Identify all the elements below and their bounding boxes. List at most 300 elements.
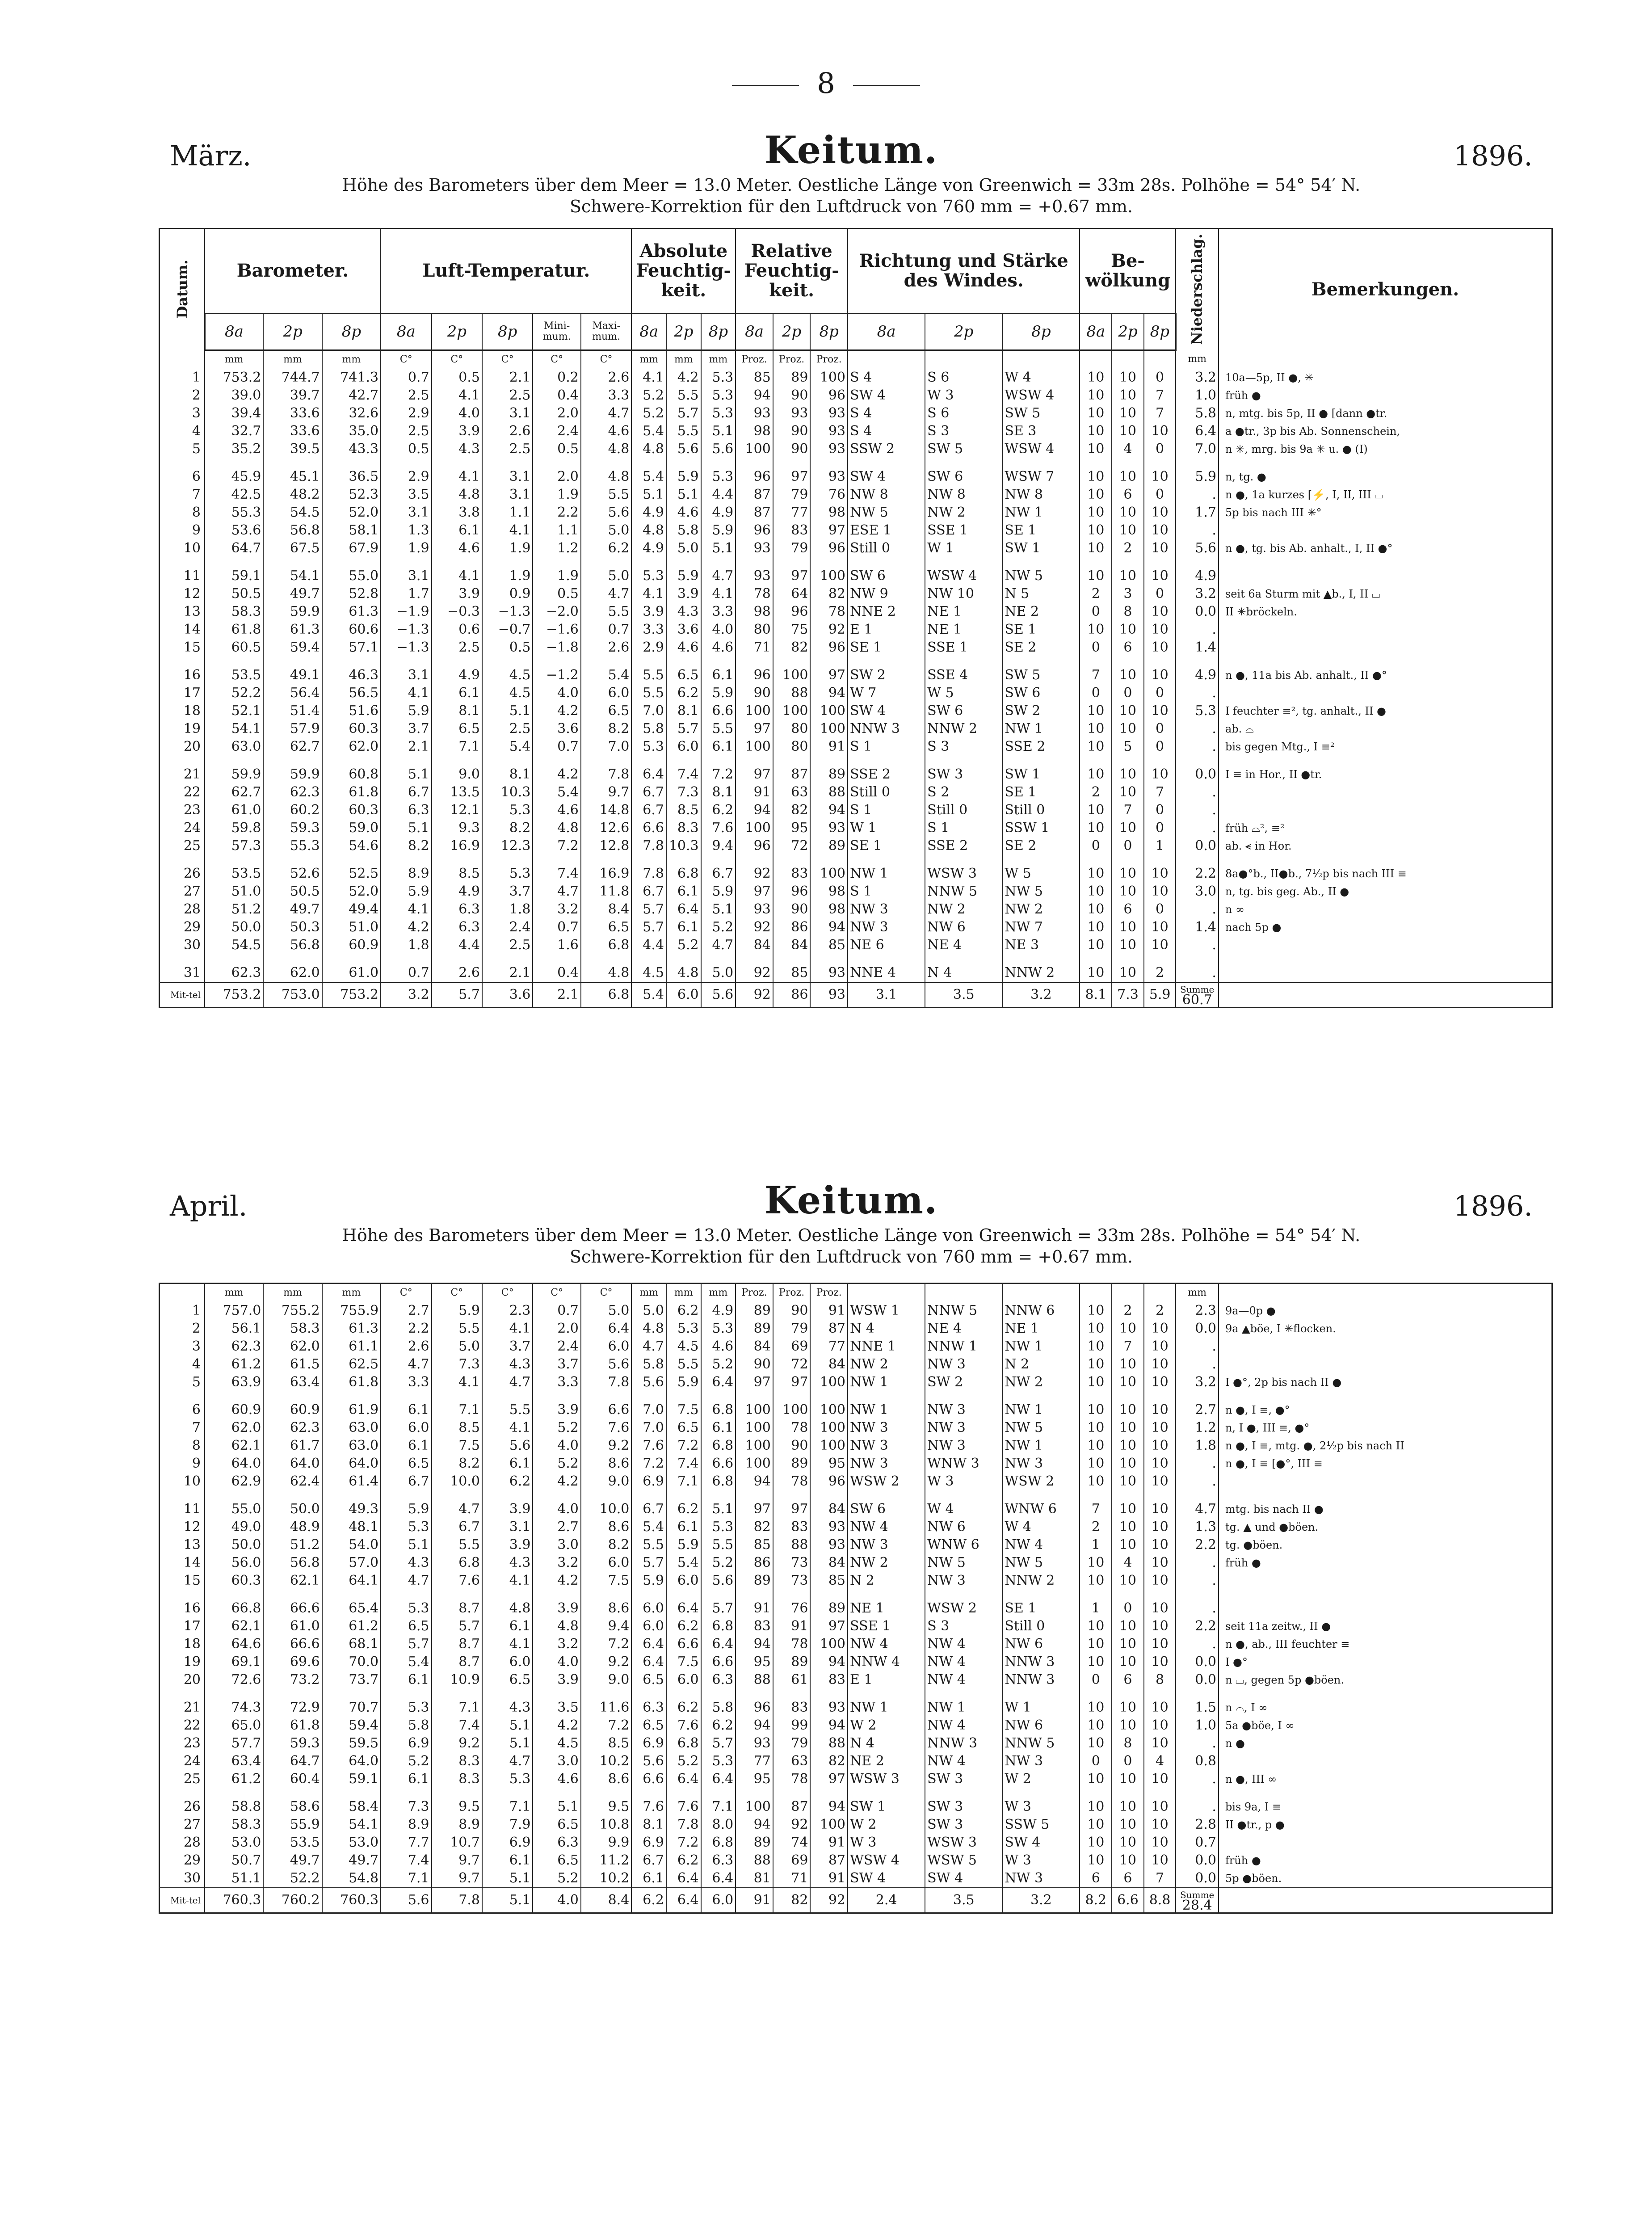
day-cell: 27 [160, 883, 205, 901]
rel-8a-cell: 100 [736, 1437, 773, 1455]
table-row [160, 539, 1552, 557]
rel-8p-cell: 94 [810, 1717, 848, 1734]
day-cell: 7 [160, 1419, 205, 1437]
wind-2p-cell: SSE 2 [925, 837, 1002, 855]
abs-8p-cell: 6.1 [701, 666, 736, 684]
cloud-2p-cell: 6 [1112, 486, 1144, 504]
cloud-2p-cell: 4 [1112, 1554, 1144, 1572]
temp-8p-cell: 2.3 [482, 1302, 533, 1320]
cloud-8a-cell: 10 [1080, 1338, 1112, 1355]
wind-8p-cell: NW 1 [1002, 720, 1080, 738]
wind-8p-cell: NW 2 [1002, 1373, 1080, 1391]
gap-cell [1080, 557, 1112, 567]
cloud-2p-cell: 10 [1112, 1455, 1144, 1473]
wind-8a-cell: NNE 1 [848, 1338, 925, 1355]
temp-max-cell: 11.2 [581, 1852, 631, 1869]
wind-2p-cell: SW 3 [925, 1816, 1002, 1834]
gap-cell [701, 855, 736, 865]
abs-8p-cell: 5.8 [701, 1699, 736, 1717]
rel-8p-cell: 82 [810, 1752, 848, 1770]
gap-cell [482, 1689, 533, 1699]
temp-8p-cell: 7.9 [482, 1816, 533, 1834]
precipitation-cell: 6.4 [1176, 422, 1219, 440]
wind-8p-cell: NW 6 [1002, 1717, 1080, 1734]
remarks-cell [1219, 684, 1552, 702]
gap-cell [381, 1788, 431, 1798]
wind-2p-cell: SSE 1 [925, 522, 1002, 539]
precipitation-cell: . [1176, 901, 1219, 918]
temp-max-cell: 5.5 [581, 603, 632, 621]
gap-cell [1112, 557, 1144, 567]
gap-cell [322, 1689, 381, 1699]
baro-8a-cell: 55.0 [205, 1500, 263, 1518]
temp-8a-cell: 4.1 [381, 901, 431, 918]
unit-cell: C° [581, 350, 632, 369]
rel-8p-cell: 96 [810, 1473, 848, 1490]
wind-8a-cell: N 2 [848, 1572, 925, 1590]
baro-2p-cell: 56.8 [263, 1554, 322, 1572]
baro-8a-cell: 62.1 [205, 1617, 263, 1635]
rel-8p-cell: 76 [810, 486, 848, 504]
gap-cell [1176, 855, 1219, 865]
abs-2p-cell: 5.4 [666, 1554, 701, 1572]
gap-cell [322, 657, 381, 666]
precipitation-cell: . [1176, 1473, 1219, 1490]
cloud-8a-cell: 10 [1080, 1717, 1112, 1734]
rel-2p-cell: 83 [773, 865, 811, 883]
precipitation-cell: 3.2 [1176, 1373, 1219, 1391]
baro-8p-cell: 54.6 [322, 837, 381, 855]
cloud-8a-cell: 10 [1080, 1355, 1112, 1373]
cloud-2p-cell: 10 [1112, 1401, 1144, 1419]
baro-8p-cell: 73.7 [322, 1671, 381, 1689]
table-row [160, 585, 1552, 603]
baro-2p-cell: 60.4 [263, 1770, 322, 1788]
baro-8p-cell: 70.0 [322, 1653, 381, 1671]
rel-8p-cell: 100 [810, 1401, 848, 1419]
day-cell: 8 [160, 504, 205, 522]
gap-cell [1080, 1391, 1112, 1401]
wind-2p-cell: NNW 1 [925, 1338, 1002, 1355]
cloud-8p-cell: 10 [1144, 1473, 1176, 1490]
gap-cell [160, 1689, 205, 1699]
temp-8p-cell: 4.8 [482, 1600, 533, 1617]
temp-max-cell: 6.0 [581, 684, 632, 702]
cloud-2p-cell: 10 [1112, 422, 1144, 440]
abs-8p-cell: 6.8 [701, 1617, 736, 1635]
mean-value: 753.2 [205, 982, 263, 1008]
station-elevation-line: Höhe des Barometers über dem Meer = 13.0 Meter. Oestliche Länge von Greenwich = 33m 28s. Polhöhe = 54° 54′ N. [342, 1225, 1361, 1245]
temp-max-cell: 8.2 [581, 1536, 631, 1554]
abs-8p-cell: 5.5 [701, 720, 736, 738]
gap-cell [1219, 557, 1552, 567]
temp-8p-cell: 6.2 [482, 1473, 533, 1490]
baro-2p-cell: 62.7 [263, 738, 322, 756]
cloud-2p-cell: 10 [1112, 522, 1144, 539]
gap-cell [160, 1490, 205, 1500]
temp-8a-cell: 6.3 [381, 801, 431, 819]
abs-8p-cell: 8.0 [701, 1816, 736, 1834]
remarks-cell [1219, 964, 1552, 982]
abs-8a-cell: 6.7 [631, 801, 666, 819]
gap-cell [581, 657, 632, 666]
baro-8a-cell: 63.9 [205, 1373, 263, 1391]
sub-8a: 8a [631, 313, 666, 350]
gap-cell [1176, 1590, 1219, 1600]
day-cell: 6 [160, 468, 205, 486]
precipitation-cell: 0.7 [1176, 1834, 1219, 1852]
baro-8p-cell: 52.3 [322, 486, 381, 504]
abs-8a-cell: 5.8 [631, 720, 666, 738]
baro-8a-cell: 62.1 [205, 1437, 263, 1455]
rel-2p-cell: 82 [773, 801, 811, 819]
wind-8p-cell: NW 2 [1002, 901, 1080, 918]
wind-8a-cell: N 4 [848, 1320, 925, 1338]
table-row [160, 1302, 1552, 1320]
cloud-2p-cell: 10 [1112, 621, 1144, 639]
cloud-8p-cell: 10 [1144, 1536, 1176, 1554]
wind-8a-cell: NW 4 [848, 1635, 925, 1653]
rel-8p-cell: 84 [810, 1500, 848, 1518]
baro-8p-cell: 61.0 [322, 964, 381, 982]
gap-cell [925, 458, 1002, 468]
table-row [160, 1717, 1552, 1734]
gap-cell [322, 458, 381, 468]
wind-2p-cell: NE 1 [925, 603, 1002, 621]
rel-8p-cell: 93 [810, 1518, 848, 1536]
day-cell: 8 [160, 1437, 205, 1455]
wind-8p-cell: NE 1 [1002, 1320, 1080, 1338]
abs-8a-cell: 4.8 [631, 522, 666, 539]
temp-min-cell: 7.4 [533, 865, 580, 883]
abs-8p-cell: 5.3 [701, 1752, 736, 1770]
gap-cell [533, 1391, 580, 1401]
day-cell: 28 [160, 901, 205, 918]
wind-8p-cell: SE 2 [1002, 837, 1080, 855]
wind-2p-cell: NNW 5 [925, 883, 1002, 901]
sub-8a: 8a [736, 313, 773, 350]
temp-8p-cell: 12.3 [482, 837, 533, 855]
remarks-cell: II ●tr., p ● [1219, 1816, 1552, 1834]
unit-cell [925, 350, 1002, 369]
cloud-2p-cell: 10 [1112, 1635, 1144, 1653]
gap-cell [205, 855, 263, 865]
rel-2p-cell: 78 [773, 1419, 811, 1437]
gap-cell [925, 756, 1002, 766]
temp-8p-cell: 4.5 [482, 684, 533, 702]
rel-8p-cell: 91 [810, 1869, 848, 1888]
precipitation-cell: . [1176, 1572, 1219, 1590]
wind-2p-cell: NW 2 [925, 504, 1002, 522]
baro-2p-cell: 66.6 [263, 1600, 322, 1617]
gap-cell [666, 756, 701, 766]
gap-cell [533, 954, 580, 964]
rel-8p-cell: 85 [810, 1572, 848, 1590]
cloud-8p-cell: 10 [1144, 1355, 1176, 1373]
temp-max-cell: 3.3 [581, 387, 632, 404]
rel-2p-cell: 100 [773, 666, 811, 684]
table-row [160, 387, 1552, 404]
mean-value: 3.5 [925, 982, 1002, 1008]
temp-2p-cell: 5.9 [432, 1302, 482, 1320]
precipitation-cell: . [1176, 486, 1219, 504]
wind-2p-cell: SW 3 [925, 1770, 1002, 1788]
cloud-8p-cell: 0 [1144, 440, 1176, 458]
baro-2p-cell: 72.9 [263, 1699, 322, 1717]
cloud-8a-cell: 10 [1080, 1852, 1112, 1869]
baro-8p-cell: 49.3 [322, 1500, 381, 1518]
cloud-8a-cell: 10 [1080, 404, 1112, 422]
gap-cell [205, 1590, 263, 1600]
remarks-cell: n ∞ [1219, 901, 1552, 918]
month-title: April. [170, 1190, 248, 1222]
wind-8p-cell: WSW 4 [1002, 387, 1080, 404]
gap-cell [925, 1788, 1002, 1798]
remarks-cell: 5p ●böen. [1219, 1869, 1552, 1888]
gap-cell [322, 1490, 381, 1500]
rel-8a-cell: 93 [736, 1734, 773, 1752]
wind-8a-cell: W 7 [848, 684, 925, 702]
temp-8a-cell: 4.3 [381, 1554, 431, 1572]
gap-cell [1219, 1391, 1552, 1401]
temp-min-cell: 0.7 [533, 918, 580, 936]
cloud-8p-cell: 0 [1144, 801, 1176, 819]
rel-2p-cell: 69 [773, 1852, 811, 1869]
temp-max-cell: 16.9 [581, 865, 632, 883]
gap-cell [810, 954, 848, 964]
table-row [160, 1600, 1552, 1617]
wind-2p-cell: S 6 [925, 404, 1002, 422]
cloud-8a-cell: 10 [1080, 936, 1112, 954]
day-cell: 29 [160, 918, 205, 936]
wind-8p-cell: SSW 1 [1002, 819, 1080, 837]
precipitation-cell: 2.3 [1176, 1302, 1219, 1320]
baro-8p-cell: 32.6 [322, 404, 381, 422]
gap-cell [160, 855, 205, 865]
table-row [160, 901, 1552, 918]
gap-cell [160, 657, 205, 666]
gap-cell [1144, 458, 1176, 468]
wind-8p-cell: NW 5 [1002, 883, 1080, 901]
wind-8p-cell: NW 5 [1002, 1554, 1080, 1572]
precipitation-cell: . [1176, 801, 1219, 819]
temp-2p-cell: 4.7 [432, 1500, 482, 1518]
temp-8p-cell: 0.5 [482, 639, 533, 657]
precipitation-cell: . [1176, 1770, 1219, 1788]
gap-cell [322, 557, 381, 567]
precipitation-cell: 0.0 [1176, 1869, 1219, 1888]
temp-2p-cell: 3.9 [432, 422, 482, 440]
remarks-cell [1219, 567, 1552, 585]
rel-2p-cell: 91 [773, 1617, 811, 1635]
wind-8a-cell: NW 5 [848, 504, 925, 522]
abs-8p-cell: 6.8 [701, 1473, 736, 1490]
row-group-gap [160, 657, 1552, 666]
temp-8a-cell: 0.7 [381, 964, 431, 982]
rel-8p-cell: 97 [810, 1617, 848, 1635]
temp-min-cell: −1.8 [533, 639, 580, 657]
wind-8a-cell: NW 1 [848, 865, 925, 883]
temp-max-cell: 2.6 [581, 369, 632, 387]
gap-cell [773, 657, 811, 666]
gap-cell [666, 657, 701, 666]
baro-2p-cell: 51.4 [263, 702, 322, 720]
rel-8p-cell: 89 [810, 766, 848, 783]
temp-2p-cell: 6.1 [432, 522, 482, 539]
temp-max-cell: 10.0 [581, 1500, 631, 1518]
remarks-cell: n, mtg. bis 5p, II ● [dann ●tr. [1219, 404, 1552, 422]
cloud-2p-cell: 10 [1112, 369, 1144, 387]
sub-2p: 2p [925, 313, 1002, 350]
sub-8p: 8p [482, 313, 533, 350]
mean-value: 8.1 [1080, 982, 1112, 1008]
station-metadata [170, 174, 1533, 217]
temp-8p-cell: 5.4 [482, 738, 533, 756]
precipitation-cell: 1.0 [1176, 1717, 1219, 1734]
rel-2p-cell: 97 [773, 468, 811, 486]
precipitation-cell: 2.2 [1176, 1617, 1219, 1635]
total-value: 60.7 [1182, 992, 1212, 1008]
gap-cell [1176, 756, 1219, 766]
sub-2p: 2p [432, 313, 482, 350]
baro-8a-cell: 60.3 [205, 1572, 263, 1590]
wind-8a-cell: W 2 [848, 1717, 925, 1734]
gap-cell [1219, 657, 1552, 666]
abs-2p-cell: 6.5 [666, 666, 701, 684]
table-row [160, 440, 1552, 458]
rel-8a-cell: 90 [736, 684, 773, 702]
rel-8a-cell: 89 [736, 1320, 773, 1338]
day-cell: 15 [160, 639, 205, 657]
col-barometer: Barometer. [205, 228, 381, 313]
gap-cell [1176, 657, 1219, 666]
temp-8a-cell: 6.7 [381, 1473, 431, 1490]
precipitation-cell: 1.3 [1176, 1518, 1219, 1536]
temp-min-cell: 4.2 [533, 702, 580, 720]
rel-2p-cell: 90 [773, 1302, 811, 1320]
rel-2p-cell: 90 [773, 1437, 811, 1455]
temp-min-cell: 4.8 [533, 819, 580, 837]
temp-min-cell: 3.9 [533, 1401, 580, 1419]
rel-2p-cell: 89 [773, 1455, 811, 1473]
rel-2p-cell: 72 [773, 1355, 811, 1373]
rel-8p-cell: 97 [810, 666, 848, 684]
row-group-gap [160, 1590, 1552, 1600]
gap-cell [322, 1391, 381, 1401]
unit-cell [1219, 350, 1552, 369]
mean-value: 92 [736, 982, 773, 1008]
baro-8p-cell: 42.7 [322, 387, 381, 404]
gap-cell [736, 1590, 773, 1600]
temp-8p-cell: 6.1 [482, 1852, 533, 1869]
rel-2p-cell: 83 [773, 1518, 811, 1536]
temp-2p-cell: 4.1 [432, 387, 482, 404]
rel-8a-cell: 93 [736, 404, 773, 422]
wind-8p-cell: W 5 [1002, 865, 1080, 883]
day-cell: 28 [160, 1834, 205, 1852]
temp-8a-cell: 2.5 [381, 422, 431, 440]
table-row [160, 567, 1552, 585]
wind-8p-cell: NW 5 [1002, 567, 1080, 585]
rel-8p-cell: 78 [810, 603, 848, 621]
unit-cell [1144, 1284, 1176, 1302]
cloud-8a-cell: 10 [1080, 1554, 1112, 1572]
temp-2p-cell: 6.3 [432, 918, 482, 936]
temp-2p-cell: 8.3 [432, 1752, 482, 1770]
remarks-cell: 5p bis nach III ✳° [1219, 504, 1552, 522]
wind-8a-cell: S 1 [848, 738, 925, 756]
cloud-2p-cell: 10 [1112, 1419, 1144, 1437]
wind-2p-cell: S 6 [925, 369, 1002, 387]
baro-8a-cell: 62.0 [205, 1419, 263, 1437]
wind-2p-cell: NW 6 [925, 1518, 1002, 1536]
temp-min-cell: 5.2 [533, 1455, 580, 1473]
abs-8a-cell: 7.6 [631, 1437, 666, 1455]
temp-max-cell: 4.7 [581, 404, 632, 422]
cloud-8p-cell: 0 [1144, 585, 1176, 603]
unit-cell [1080, 350, 1112, 369]
precipitation-cell: 1.4 [1176, 639, 1219, 657]
temp-min-cell: 4.0 [533, 684, 580, 702]
cloud-2p-cell: 10 [1112, 1798, 1144, 1816]
temp-2p-cell: 6.7 [432, 1518, 482, 1536]
table-row [160, 936, 1552, 954]
cloud-2p-cell: 7 [1112, 801, 1144, 819]
table-row [160, 1536, 1552, 1554]
abs-2p-cell: 5.7 [666, 720, 701, 738]
baro-8a-cell: 32.7 [205, 422, 263, 440]
wind-2p-cell: NW 3 [925, 1419, 1002, 1437]
temp-2p-cell: 8.2 [432, 1455, 482, 1473]
mean-value: 82 [773, 1888, 811, 1913]
remarks-cell [1219, 982, 1552, 1008]
precipitation-cell: 0.0 [1176, 837, 1219, 855]
wind-8p-cell: NW 4 [1002, 1536, 1080, 1554]
wind-8a-cell: NW 1 [848, 1699, 925, 1717]
cloud-2p-cell: 7 [1112, 1338, 1144, 1355]
wind-8p-cell: Still 0 [1002, 1617, 1080, 1635]
gap-cell [205, 756, 263, 766]
baro-8p-cell: 48.1 [322, 1518, 381, 1536]
precipitation-cell: . [1176, 522, 1219, 539]
rel-2p-cell: 89 [773, 1653, 811, 1671]
gap-cell [581, 1689, 631, 1699]
unit-cell: Proz. [810, 1284, 848, 1302]
abs-8p-cell: 5.3 [701, 1320, 736, 1338]
gap-cell [581, 458, 632, 468]
abs-2p-cell: 5.5 [666, 422, 701, 440]
abs-8a-cell: 6.7 [631, 883, 666, 901]
cloud-8p-cell: 10 [1144, 603, 1176, 621]
temp-max-cell: 2.6 [581, 639, 632, 657]
remarks-cell: I ●° [1219, 1653, 1552, 1671]
gap-cell [631, 756, 666, 766]
abs-2p-cell: 5.9 [666, 468, 701, 486]
baro-8a-cell: 64.0 [205, 1455, 263, 1473]
baro-2p-cell: 62.4 [263, 1473, 322, 1490]
sub-8a: 8a [848, 313, 925, 350]
gap-cell [701, 756, 736, 766]
gap-cell [533, 557, 580, 567]
gap-cell [773, 1788, 811, 1798]
gap-cell [810, 1788, 848, 1798]
temp-2p-cell: 8.5 [432, 1419, 482, 1437]
temp-min-cell: 3.2 [533, 1635, 580, 1653]
baro-8p-cell: 68.1 [322, 1635, 381, 1653]
cloud-2p-cell: 10 [1112, 702, 1144, 720]
remarks-cell [1219, 621, 1552, 639]
cloud-8p-cell: 0 [1144, 684, 1176, 702]
